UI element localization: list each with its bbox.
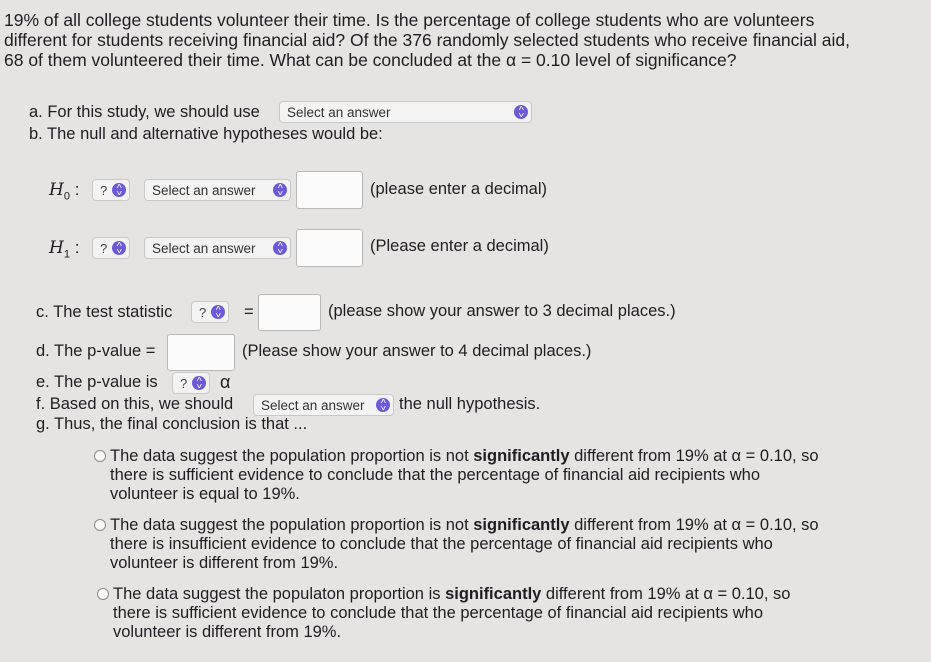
radio-button[interactable] bbox=[94, 450, 106, 462]
part-b-label: b. The null and alternative hypotheses would be: bbox=[29, 125, 383, 143]
h1-hint: (Please enter a decimal) bbox=[370, 237, 549, 255]
alpha-symbol: α bbox=[220, 372, 231, 392]
chevron-updown-icon: ˄ ˅ bbox=[514, 105, 528, 119]
chevron-updown-icon: ˄ ˅ bbox=[211, 305, 225, 319]
question-line-1: 19% of all college students volunteer their time. Is the percentage of college students who are volunteers bbox=[4, 10, 815, 30]
conclusion-option-1[interactable]: The data suggest the population proportion is not significantly different from 19% at α = 0.10, so there is sufficient evidence to conclude that the percentage of financial aid recipients who volunteer is equal to 19%. bbox=[92, 447, 890, 504]
test-type-select[interactable] bbox=[279, 101, 532, 123]
h0-label: $H_0$ : bbox=[49, 180, 80, 203]
part-g-label: g. Thus, the final conclusion is that ... bbox=[36, 415, 308, 433]
p-value-comparison-select[interactable]: ? ˄ ˅ bbox=[172, 372, 210, 394]
radio-button[interactable] bbox=[97, 588, 109, 600]
h1-parameter-select[interactable]: ? ˄ ˅ bbox=[92, 237, 130, 259]
h1-value-input[interactable] bbox=[296, 229, 363, 267]
question-line-2: different for students receiving financial aid? Of the 376 randomly selected students who receive financial aid, bbox=[4, 30, 850, 50]
part-d-label: d. The p-value = bbox=[36, 342, 156, 360]
test-statistic-type-select[interactable]: ? ˄ ˅ bbox=[191, 301, 229, 323]
part-f-label: f. Based on this, we should bbox=[36, 395, 234, 413]
p-value-input[interactable] bbox=[167, 334, 235, 371]
chevron-updown-icon: ˄ ˅ bbox=[273, 183, 287, 197]
h0-parameter-select[interactable]: ? ˄ ˅ bbox=[92, 179, 130, 201]
conclusion-option-2[interactable]: The data suggest the population proportion is not significantly different from 19% at α = 0.10, so there is insufficient evidence to conclude that the percentage of financial aid recipients who volunteer is different from 19%. bbox=[92, 516, 890, 573]
radio-button[interactable] bbox=[94, 519, 106, 531]
h0-value-input[interactable] bbox=[296, 171, 363, 209]
h1-operator-select[interactable]: Select an answer ˄ ˅ bbox=[144, 237, 291, 259]
test-statistic-input[interactable] bbox=[258, 294, 321, 331]
part-e-label: e. The p-value is bbox=[36, 373, 158, 391]
chevron-updown-icon: ˄ ˅ bbox=[112, 183, 126, 197]
part-a-label: a. For this study, we should use bbox=[29, 103, 260, 121]
part-d-hint: (Please show your answer to 4 decimal places.) bbox=[242, 342, 592, 360]
question-text bbox=[4, 10, 850, 70]
part-c-hint: (please show your answer to 3 decimal places.) bbox=[328, 302, 676, 320]
part-f-tail: the null hypothesis. bbox=[399, 395, 541, 413]
h0-hint: (please enter a decimal) bbox=[370, 180, 548, 198]
part-c-label: c. The test statistic bbox=[36, 303, 173, 321]
decision-select[interactable]: Select an answer ˄ ˅ bbox=[253, 394, 394, 416]
test-statistic-equals: = bbox=[244, 303, 254, 321]
h0-operator-select[interactable]: Select an answer ˄ ˅ bbox=[144, 179, 291, 201]
chevron-updown-icon: ˄ ˅ bbox=[192, 376, 206, 390]
chevron-updown-icon: ˄ ˅ bbox=[376, 398, 390, 412]
question-line-3: 68 of them volunteered their time. What can be concluded at the α = 0.10 level of significance? bbox=[4, 50, 737, 70]
test-type-select-value: Select an answer bbox=[287, 104, 391, 120]
chevron-updown-icon: ˄ ˅ bbox=[112, 241, 126, 255]
chevron-updown-icon: ˄ ˅ bbox=[273, 241, 287, 255]
conclusion-option-3[interactable]: The data suggest the populaton proportion is significantly different from 19% at α = 0.10, so there is sufficient evidence to conclude that the percentage of financial aid recipients who volunteer is different from 19%. bbox=[95, 585, 893, 642]
h1-label: $H_1$ : bbox=[49, 238, 80, 261]
